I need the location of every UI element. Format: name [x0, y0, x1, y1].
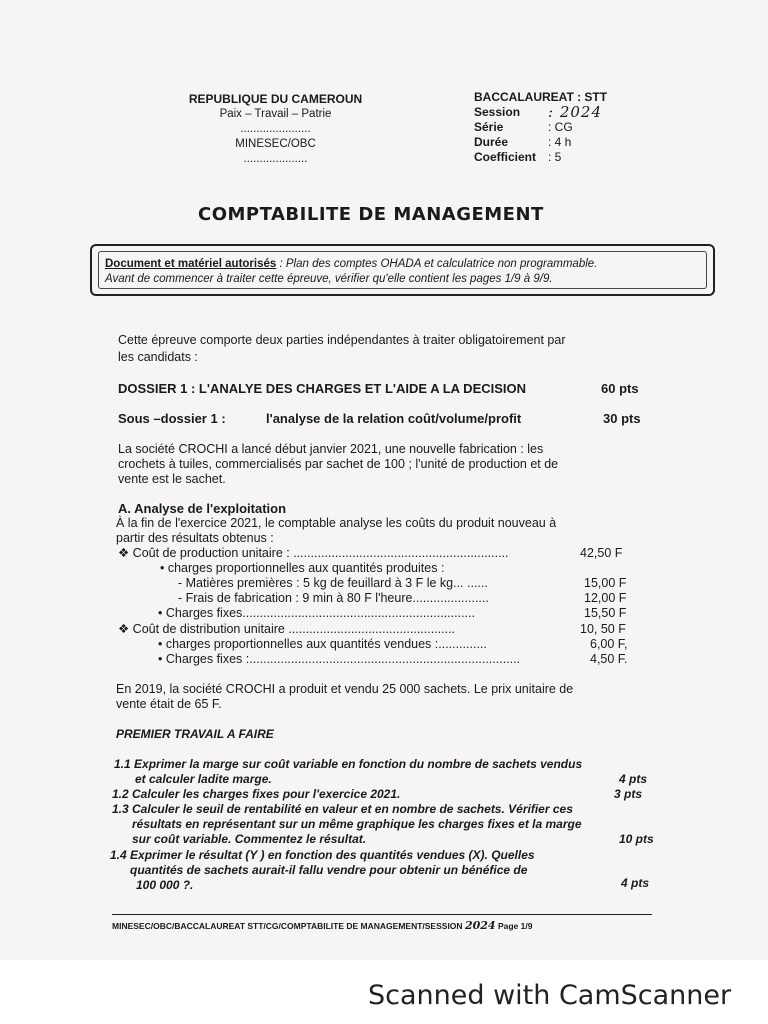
- cost-line: - Frais de fabrication : 9 min à 80 F l'heure......................: [178, 591, 489, 605]
- exam-info-value: : 5: [548, 150, 562, 164]
- sous-dossier-title: l'analyse de la relation coût/volume/profit: [266, 411, 522, 426]
- exam-info-key: Série: [474, 120, 504, 134]
- cost-line: ❖ Coût de distribution unitaire ................................................: [118, 622, 456, 636]
- ministry-name: MINESEC/OBC: [235, 138, 316, 150]
- exam-name: BACCALAUREAT : STT: [474, 90, 608, 104]
- notice-line2: Avant de commencer à traiter cette épreuve, vérifier qu'elle contient les pages 1/9 à 9/9.: [105, 273, 553, 285]
- dots-line: ......................: [240, 123, 311, 135]
- dossier-title: DOSSIER 1 : L'ANALYE DES CHARGES ET L'AIDE A LA DECISION: [118, 381, 527, 396]
- work-title: PREMIER TRAVAIL A FAIRE: [116, 727, 274, 741]
- cost-value: 6,00 F,: [590, 637, 628, 651]
- cost-line: ❖ Coût de production unitaire : ..............................................................: [118, 546, 509, 560]
- cost-line: • charges proportionnelles aux quantités vendues :..............: [158, 637, 487, 651]
- dossier-points: 60 pts: [601, 381, 639, 396]
- cost-value: 10, 50 F: [580, 622, 626, 636]
- question-1-3-cont: résultats en représentant sur un même graphique les charges fixes et la marge: [132, 817, 582, 831]
- cost-value: 15,00 F: [584, 576, 627, 590]
- header-left: [178, 92, 373, 167]
- header-right: [474, 90, 607, 165]
- question-1-2: 1.2 Calculer les charges fixes pour l'exercice 2021.: [112, 787, 401, 801]
- exam-info-key: Coefficient: [474, 150, 537, 164]
- question-1-4-points: 4 pts: [621, 876, 650, 890]
- notice-label: Document et matériel autorisés: [105, 258, 277, 270]
- context-line: crochets à tuiles, commercialisés par sachet de 100 ; l'unité de production et de: [118, 457, 559, 471]
- cost-line: • Charges fixes...................................................................: [158, 606, 475, 620]
- year-2019-line: vente était de 65 F.: [116, 697, 222, 711]
- exam-info-row: [474, 120, 607, 135]
- notice-text: [105, 257, 597, 287]
- page-footer: [112, 914, 652, 932]
- page-title: COMPTABILITE DE MANAGEMENT: [198, 204, 544, 225]
- cost-value: 15,50 F: [584, 606, 627, 620]
- cost-line: - Matières premières : 5 kg de feuillard à 3 F le kg... ......: [178, 576, 488, 590]
- country-motto: Paix – Travail – Patrie: [219, 108, 332, 120]
- exam-info-row: [474, 135, 607, 150]
- question-1-3: 1.3 Calculer le seuil de rentabilité en valeur et en nombre de sachets. Vérifier ces: [112, 802, 573, 816]
- question-1-1-cont: et calculer ladite marge.: [135, 772, 272, 786]
- question-1-4-cont: quantités de sachets aurait-il fallu vendre pour obtenir un bénéfice de: [130, 863, 528, 877]
- exam-info-key: Durée: [474, 135, 509, 149]
- cost-line: • Charges fixes :..............................................................................: [158, 652, 521, 666]
- context-line: vente est le sachet.: [118, 472, 226, 486]
- sous-dossier-label: Sous –dossier 1 :: [118, 411, 226, 426]
- question-1-3-cont: sur coût variable. Commentez le résultat.: [132, 832, 367, 846]
- intro-line: Cette épreuve comporte deux parties indépendantes à traiter obligatoirement par: [118, 333, 566, 347]
- notice-line1: : Plan des comptes OHADA et calculatrice non programmable.: [276, 258, 598, 270]
- exam-info-key: Session: [474, 105, 521, 119]
- question-1-1-points: 4 pts: [619, 772, 648, 786]
- cost-value: 42,50 F: [580, 546, 623, 560]
- context-line: La société CROCHI a lancé début janvier 2021, une nouvelle fabrication : les: [118, 442, 544, 456]
- footer-text: MINESEC/OBC/BACCALAUREAT STT/CG/COMPTABILITE DE MANAGEMENT/SESSION: [112, 921, 463, 931]
- section-a-line: partir des résultats obtenus :: [116, 531, 274, 545]
- dots-line: ....................: [243, 153, 308, 165]
- footer-page: Page 1/9: [497, 921, 533, 931]
- section-a-title: A. Analyse de l'exploitation: [118, 501, 287, 516]
- exam-info-value: : 2024: [548, 103, 602, 121]
- cost-line: • charges proportionnelles aux quantités produites :: [160, 561, 445, 575]
- camscanner-watermark: Scanned with CamScanner: [368, 980, 732, 1011]
- country-name: REPUBLIQUE DU CAMEROUN: [188, 92, 363, 106]
- exam-info-value: : 4 h: [548, 135, 572, 149]
- sous-dossier-points: 30 pts: [603, 411, 641, 426]
- footer-year: 2024: [464, 919, 496, 932]
- section-a-line: À la fin de l'exercice 2021, le comptable analyse les coûts du produit nouveau à: [116, 516, 557, 530]
- question-1-4-cont: 100 000 ?.: [136, 878, 194, 892]
- question-1-3-points: 10 pts: [619, 832, 654, 846]
- question-1-2-points: 3 pts: [614, 787, 643, 801]
- exam-info-row: [474, 105, 607, 120]
- year-2019-line: En 2019, la société CROCHI a produit et vendu 25 000 sachets. Le prix unitaire de: [116, 682, 574, 696]
- question-1-1: 1.1 Exprimer la marge sur coût variable en fonction du nombre de sachets vendus: [114, 757, 583, 771]
- cost-value: 12,00 F: [584, 591, 627, 605]
- intro-line: les candidats :: [118, 350, 198, 364]
- exam-info-row: [474, 150, 607, 165]
- question-1-4: 1.4 Exprimer le résultat (Y ) en fonction des quantités vendues (X). Quelles: [110, 848, 535, 862]
- exam-info-value: : CG: [548, 120, 573, 134]
- cost-value: 4,50 F.: [590, 652, 628, 666]
